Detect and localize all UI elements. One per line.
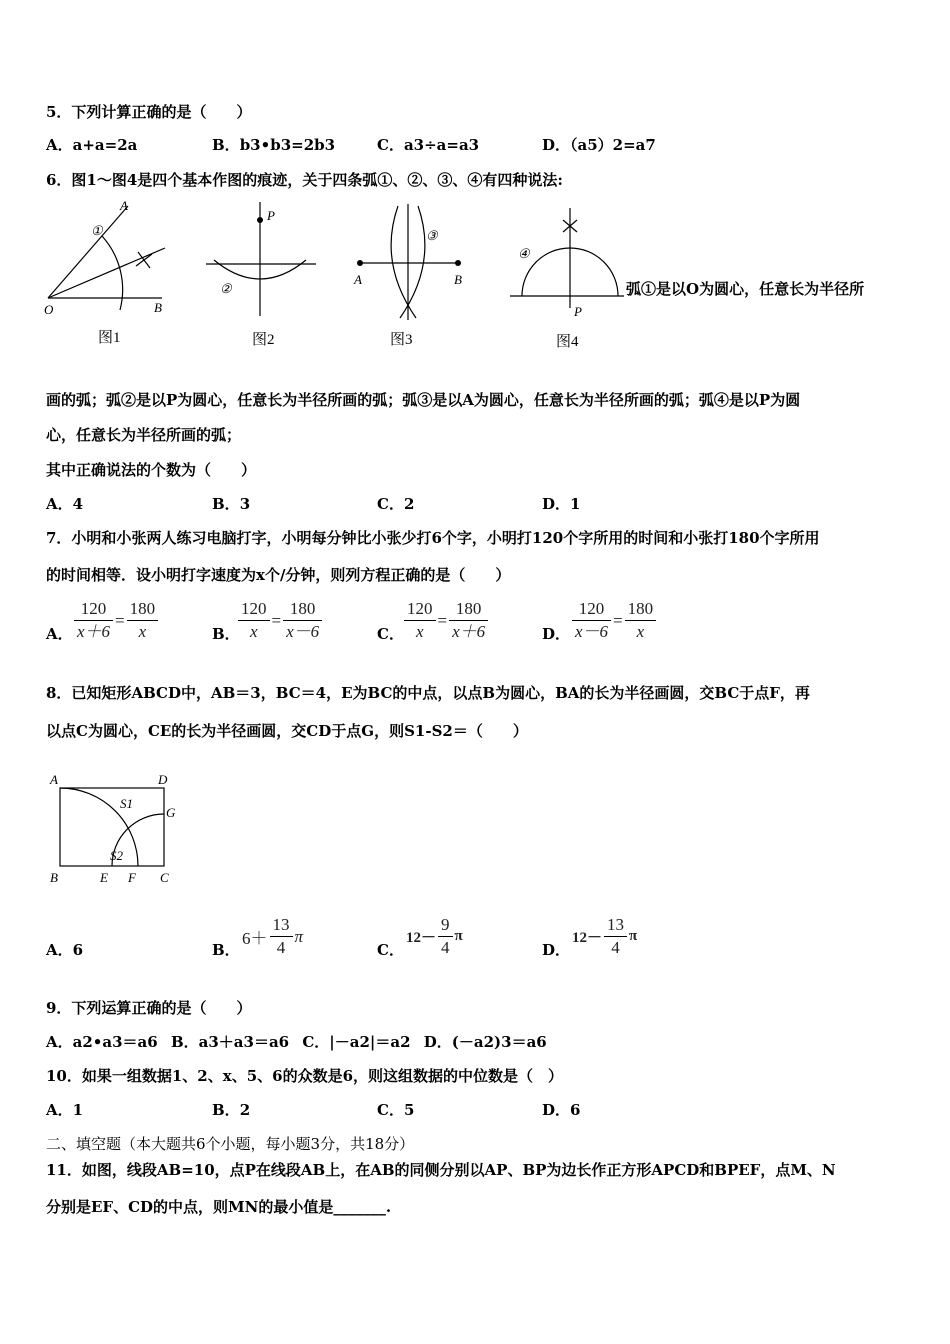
fig3-label-a: A	[354, 272, 362, 287]
q6-option-a: A．4	[46, 495, 84, 513]
q6-figure-4	[508, 198, 628, 353]
q5-stem: 5．下列计算正确的是（ ）	[46, 103, 252, 121]
fig1-label-1: ①	[91, 223, 103, 238]
q8-label-e: E	[100, 870, 108, 885]
fig3-label-b: B	[454, 272, 462, 287]
q7-option-a-equation: $\frac{120}{x+6}$ = $\frac{180}{x}$	[74, 598, 158, 643]
q9-options	[46, 1032, 547, 1052]
q6-text-line3: 心，任意长为半径所画的弧；	[46, 426, 242, 444]
q9-option-c: C．|－a2|＝a2	[302, 1033, 411, 1051]
q6-option-d: D．1	[542, 495, 581, 513]
q8-label-g: G	[166, 805, 176, 820]
q7-stem-line2: 的时间相等．设小明打字速度为x个/分钟，则列方程正确的是（ ）	[46, 566, 511, 584]
q10-option-a: A．1	[46, 1101, 84, 1119]
q11-line2: 分别是EF、CD的中点，则MN的最小值是_______.	[46, 1198, 392, 1216]
q6-figure-1	[40, 198, 175, 348]
q8-label-s2: S2	[110, 848, 123, 863]
q8-option-c-letter: C．	[377, 941, 404, 959]
fig2-point-p	[257, 217, 263, 223]
q8-option-b-letter: B．	[212, 941, 240, 959]
q5-option-c: C．a3÷a=a3	[377, 136, 480, 154]
q8-label-a: A	[50, 772, 58, 787]
q8-label-d: D	[158, 772, 168, 787]
q8-option-d-expression: 12－ $\frac{13}{4}$ π	[572, 915, 638, 957]
fig4-label-4: ④	[518, 246, 530, 261]
fig2-label-2: ②	[220, 281, 232, 296]
fig1-label-o: O	[44, 302, 54, 317]
q7-option-b-letter: B．	[212, 625, 240, 643]
fig1-label-a: A	[120, 198, 128, 213]
q9-option-b: B．a3＋a3＝a6	[170, 1033, 290, 1051]
q8-label-c: C	[160, 870, 169, 885]
fig3-point-b	[455, 260, 461, 266]
q8-label-b: B	[50, 870, 58, 885]
q10-option-c: C．5	[377, 1101, 415, 1119]
q6-text-line2: 画的弧；弧②是以P为圆心，任意长为半径所画的弧；弧③是以A为圆心，任意长为半径所画的弧；弧④是以P为圆	[46, 391, 801, 409]
q7-option-d-equation: $\frac{120}{x-6}$ = $\frac{180}{x}$	[572, 598, 656, 643]
q5-option-d: D．（a5）2=a7	[542, 136, 656, 154]
q7-option-d-letter: D．	[542, 625, 571, 643]
q9-stem: 9．下列运算正确的是（ ）	[46, 999, 252, 1017]
fig4-label-p: P	[574, 304, 582, 319]
fig4-caption: 图4	[556, 334, 579, 350]
fig2-caption: 图2	[252, 332, 275, 348]
q10-option-b: B．2	[212, 1101, 251, 1119]
q8-stem-line1: 8．已知矩形ABCD中，AB＝3，BC＝4，E为BC的中点，以点B为圆心，BA的长为半径画圆，交BC于点F，再	[46, 684, 810, 702]
fig1-label-b: B	[154, 300, 162, 315]
q6-stem: 6．图1～图4是四个基本作图的痕迹，关于四条弧①、②、③、④有四种说法:	[46, 171, 563, 189]
q8-option-b-expression: 6＋ $\frac{13}{4}$ π	[242, 915, 304, 957]
fig3-label-3: ③	[426, 228, 438, 243]
q10-option-d: D．6	[542, 1101, 581, 1119]
q7-option-c-equation: $\frac{120}{x}$ = $\frac{180}{x+6}$	[404, 598, 488, 643]
q5-option-a: A．a+a=2a	[46, 136, 138, 154]
q7-stem-line1: 7．小明和小张两人练习电脑打字，小明每分钟比小张少打6个字，小明打120个字所用的时间和小张打180个字所用	[46, 529, 820, 547]
q8-option-d-letter: D．	[542, 941, 571, 959]
q6-option-b: B．3	[212, 495, 251, 513]
q8-stem-line2: 以点C为圆心，CE的长为半径画圆，交CD于点G，则S1-S2＝（ ）	[46, 722, 528, 740]
fig1-ray-oa	[48, 206, 128, 298]
q8-figure	[46, 770, 186, 888]
fig3-point-a	[357, 260, 363, 266]
fig3-caption: 图3	[390, 332, 413, 348]
fig1-bisector	[48, 248, 165, 298]
q6-text-line1: 弧①是以O为圆心，任意长为半径所	[626, 280, 865, 298]
q6-figure-2	[200, 198, 320, 350]
q9-option-a: A．a2•a3＝a6	[46, 1033, 158, 1051]
q8-label-s1: S1	[120, 796, 133, 811]
q9-option-d: D．(－a2)3＝a6	[423, 1033, 547, 1051]
q7-option-b-equation: $\frac{120}{x}$ = $\frac{180}{x-6}$	[238, 598, 322, 643]
q6-figure-3	[348, 198, 472, 350]
q5-option-b: B．b3•b3=2b3	[212, 136, 336, 154]
q10-stem: 10．如果一组数据1、2、x、5、6的众数是6，则这组数据的中位数是（ ）	[46, 1067, 564, 1085]
fig3-arc-right	[400, 206, 425, 318]
q8-label-f: F	[128, 870, 136, 885]
q7-option-a-letter: A．	[46, 625, 73, 643]
section2-title: 二、填空题（本大题共6个小题，每小题3分，共18分）	[46, 1135, 415, 1153]
q6-question: 其中正确说法的个数为（ ）	[46, 461, 257, 479]
fig2-label-p: P	[267, 208, 275, 223]
q7-option-c-letter: C．	[377, 625, 404, 643]
q8-option-a: A．6	[46, 941, 84, 959]
q11-line1: 11．如图，线段AB=10，点P在线段AB上，在AB的同侧分别以AP、BP为边长作正方形APCD和BPEF，点M、N	[46, 1161, 836, 1179]
q6-option-c: C．2	[377, 495, 415, 513]
fig1-caption: 图1	[98, 330, 121, 346]
fig3-arc-left	[391, 206, 416, 318]
q8-option-c-expression: 12－ $\frac{9}{4}$ π	[406, 915, 463, 957]
